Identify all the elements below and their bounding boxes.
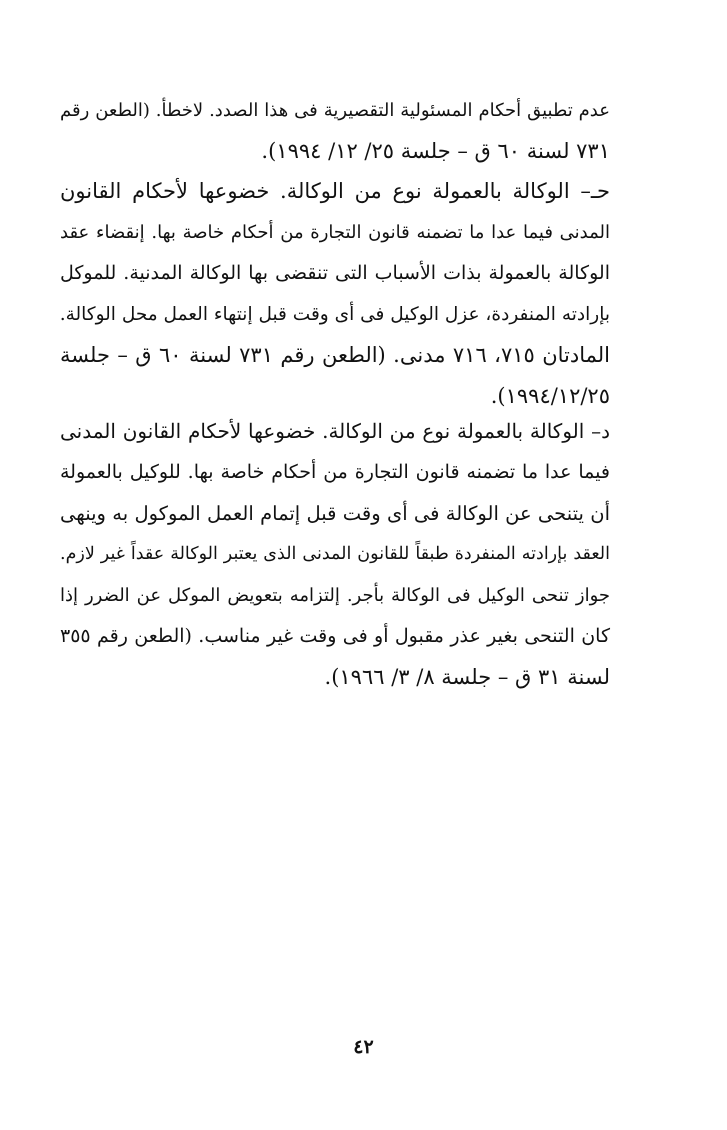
paragraph-line: عدم تطبيق أحكام المسئولية التقصيرية فى هذا الصدد. لاخطأ. (الطعن رقم — [60, 100, 610, 121]
paragraph-3 — [60, 411, 610, 698]
paragraph-line: لسنة ٣١ ق – جلسة ٨/ ٣/ ١٩٦٦). — [324, 665, 610, 689]
paragraph-line: الوكالة بالعمولة بذات الأسباب التى تنقضى بها الوكالة المدنية. للموكل — [60, 262, 610, 284]
paragraph-line: المادتان ٧١٥، ٧١٦ مدنى. (الطعن رقم ٧٣١ لسنة ٦٠ ق – جلسة — [60, 343, 611, 367]
paragraph-2 — [60, 171, 610, 417]
paragraph-line: كان التنحى بغير عذر مقبول أو فى وقت غير مناسب. (الطعن رقم ٣٥٥ — [60, 625, 610, 647]
paragraph-line: ١٩٩٤/١٢/٢٥). — [490, 384, 610, 408]
paragraph-line: بإرادته المنفردة، عزل الوكيل فى أى وقت قبل إنتهاء العمل محل الوكالة. — [59, 304, 610, 325]
paragraph-line: جواز تنحى الوكيل فى الوكالة بأجر. إلتزامه بتعويض الموكل عن الضرر إذا — [60, 585, 610, 606]
paragraph-line: فيما عدا ما تضمنه قانون التجارة من أحكام خاصة بها. للوكيل بالعمولة — [60, 461, 610, 483]
paragraph-line: ٧٣١ لسنة ٦٠ ق – جلسة ٢٥/ ١٢/ ١٩٩٤). — [261, 139, 610, 163]
paragraph-line: د– الوكالة بالعمولة نوع من الوكالة. خضوعها لأحكام القانون المدنى — [60, 419, 610, 443]
paragraph-line: أن يتنحى عن الوكالة فى أى وقت قبل إتمام العمل الموكول به وينهى — [60, 502, 610, 525]
page-number: ٤٢ — [353, 1036, 374, 1058]
paragraph-line: حـ– الوكالة بالعمولة نوع من الوكالة. خضوعها لأحكام القانون — [60, 179, 610, 203]
paragraph-line: المدنى فيما عدا ما تضمنه قانون التجارة من أحكام خاصة بها. إنقضاء عقد — [60, 222, 610, 243]
paragraph-line: العقد بإرادته المنفردة طبقاً للقانون المدنى الذى يعتبر الوكالة عقداً غير لازم. — [60, 544, 610, 564]
paragraph-1 — [60, 90, 610, 172]
